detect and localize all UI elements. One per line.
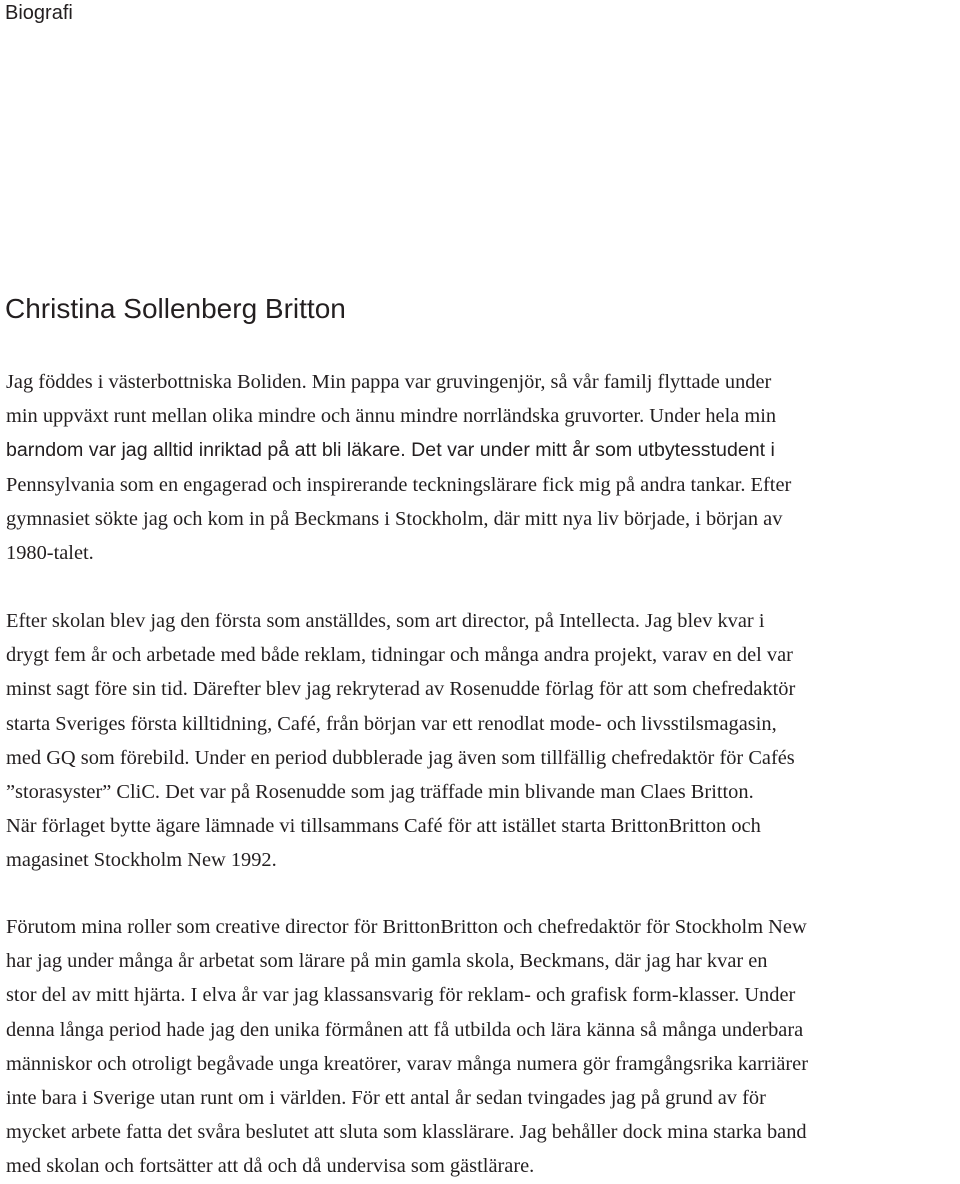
paragraph-line: gymnasiet sökte jag och kom in på Beckmans i Stockholm, där mitt nya liv började, i början av xyxy=(6,507,783,530)
page-header-label: Biografi xyxy=(5,2,73,24)
paragraph-line: min uppväxt runt mellan olika mindre och ännu mindre norrländska gruvorter. Under hela min xyxy=(6,405,777,428)
paragraph-line: ”storasyster” CliC. Det var på Rosenudde som jag träffade min blivande man Claes Britton. xyxy=(6,781,754,804)
paragraph-line: 1980-talet. xyxy=(6,542,94,565)
biography-paragraph-1 xyxy=(6,365,960,570)
paragraph-line: magasinet Stockholm New 1992. xyxy=(6,849,277,872)
paragraph-line: människor och otroligt begåvade unga kreatörer, varav många numera gör framgångsrika karriärer xyxy=(6,1052,809,1075)
paragraph-line: har jag under många år arbetat som lärare på min gamla skola, Beckmans, där jag har kvar en xyxy=(6,950,768,973)
biography-paragraph-3 xyxy=(6,910,960,1184)
paragraph-line: med GQ som förebild. Under en period dubblerade jag även som tillfällig chefredaktör för Cafés xyxy=(6,746,795,769)
paragraph-line: denna långa period hade jag den unika förmånen att få utbilda och lära känna så många underbara xyxy=(6,1018,804,1041)
paragraph-line: När förlaget bytte ägare lämnade vi tillsammans Café för att istället starta BrittonBritton och xyxy=(6,815,761,838)
paragraph-line: Efter skolan blev jag den första som anställdes, som art director, på Intellecta. Jag blev kvar i xyxy=(6,610,765,632)
paragraph-line: Förutom mina roller som creative director för BrittonBritton och chefredaktör för Stockholm New xyxy=(6,916,807,938)
paragraph-line: Jag föddes i västerbottniska Boliden. Min pappa var gruvingenjör, så vår familj flyttade under xyxy=(6,371,772,393)
paragraph-line: Pennsylvania som en engagerad och inspirerande teckningslärare fick mig på andra tankar. Efter xyxy=(6,473,792,496)
paragraph-line: mycket arbete fatta det svåra beslutet att sluta som klasslärare. Jag behåller dock mina starka band xyxy=(6,1121,807,1144)
paragraph-line: inte bara i Sverige utan runt om i världen. För ett antal år sedan tvingades jag på grund av för xyxy=(6,1087,766,1110)
paragraph-line: med skolan och fortsätter att då och då undervisa som gästlärare. xyxy=(6,1155,535,1178)
paragraph-line: stor del av mitt hjärta. I elva år var jag klassansvarig för reklam- och grafisk form-klasser. Under xyxy=(6,984,796,1007)
paragraph-line: minst sagt före sin tid. Därefter blev jag rekryterad av Rosenudde förlag för att som chefredaktör xyxy=(6,678,796,701)
page-title: Christina Sollenberg Britton xyxy=(5,293,346,324)
paragraph-line: starta Sveriges första killtidning, Café, från början var ett renodlat mode- och livsstilsmagasin, xyxy=(6,712,777,735)
paragraph-line: barndom var jag alltid inriktad på att bli läkare. Det var under mitt år som utbytesstudent i xyxy=(6,439,775,462)
biography-paragraph-2 xyxy=(6,604,960,878)
paragraph-line: drygt fem år och arbetade med både reklam, tidningar och många andra projekt, varav en del var xyxy=(6,644,793,667)
